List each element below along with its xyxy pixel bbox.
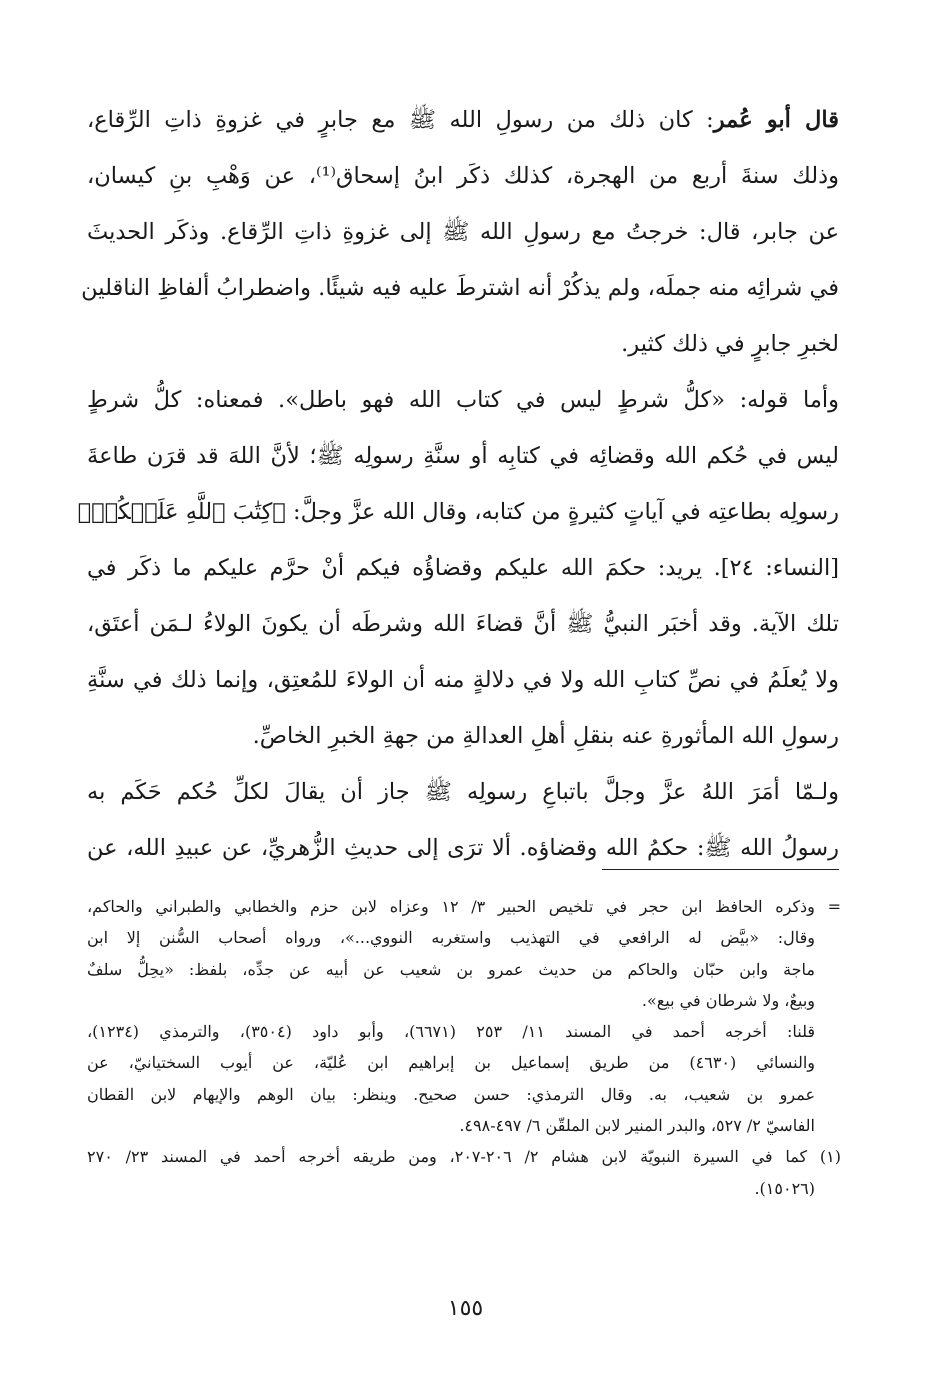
main-line: في شرائِه منه جملَه، ولم يذكُرْ أنه اشترطَ عليه فيه شيئًا. واضطرابُ ألفاظِ الناقلين	[81, 275, 839, 301]
footnote-line: (١٥٠٢٦).	[754, 1178, 815, 1198]
footnotes-block	[87, 891, 841, 1204]
main-line: رسولُ الله ﷺ: حكمُ الله وقضاؤه. ألا ترَى إلى حديثِ الزُّهريِّ، عن عبيدِ الله، عن	[87, 835, 839, 861]
footnote-line: (١) كما في السيرة النبويّة لابن هشام ٢/ ٢٠٦-٢٠٧، ومن طريقه أخرجه أحمد في المسند ٢٣/ ٢٧٠	[87, 1147, 841, 1167]
main-line: رسولِه بطاعتِه في آياتٍ كثيرةٍ من كتابه، وقال الله عزَّ وجلَّ: ﴿كِتَٰبَ ٱللَّهِ عَلَيۡكُمۡ﴾	[77, 499, 839, 525]
footnote-line: وقال: «بيَّض له الرافعي في التهذيب واستغربه النووي...»، ورواه أصحاب السُّنن إلا ابن	[87, 928, 815, 948]
main-line: وأما قوله: «كلُّ شرطٍ ليس في كتاب الله فهو باطل». فمعناه: كلُّ شرطٍ	[87, 387, 839, 413]
footnote-line: وبيعٌ، ولا شرطان في بيع».	[641, 990, 815, 1010]
footnote-line: الفاسيّ ٢/ ٥٢٧، والبدر المنير لابن الملقّن ٦/ ٤٩٧-٤٩٨.	[459, 1116, 815, 1136]
footnote-line: = وذكره الحافظ ابن حجر في تلخيص الحبير ٣/ ١٢ وعزاه لابن حزم والخطابي والطبراني والحاكم،	[87, 897, 842, 916]
footnote-separator	[602, 869, 839, 870]
page-number: ١٥٥	[447, 1296, 484, 1321]
footnote-line: ماجة وابن حبّان والحاكم من حديث عمرو بن شعيب عن أبيه عن جدِّه، بلفظ: «يحِلُّ سلفٌ	[87, 959, 816, 979]
main-line: وذلك سنةَ أربع من الهجرة، كذلك ذكَر ابنُ إسحاق⁽¹⁾، عن وَهْبِ بنِ كيسان،	[87, 163, 839, 189]
main-line: عن جابر، قال: خرجتُ مع رسولِ الله ﷺ إلى غزوةِ ذاتِ الرِّقاع. وذكَر الحديثَ	[87, 219, 839, 245]
main-line: تلك الآية. وقد أخبَر النبيُّ ﷺ أنَّ قضاءَ الله وشرطَه أن يكونَ الولاءُ لـمَن أعتَق،	[87, 611, 839, 637]
main-line	[87, 92, 839, 148]
main-line: رسولِ الله المأثورةِ عنه بنقلِ أهلِ العدالةِ من جهةِ الخبرِ الخاصِّ.	[252, 723, 839, 749]
main-line: ولـمّا أمَرَ اللهُ عزَّ وجلَّ باتباعِ رسولِه ﷺ جاز أن يقالَ لكلِّ حُكم حَكَم به	[87, 779, 839, 805]
main-line: لخبرِ جابرٍ في ذلك كثير.	[621, 331, 839, 357]
main-line: [النساء: ٢٤]. يريد: حكمَ الله عليكم وقضاؤُه فيكم أنْ حرَّم عليكم ما ذكَر في	[87, 555, 839, 581]
footnote-line: قلنا: أخرجه أحمد في المسند ١١/ ٢٥٣ (٦٦٧١)، وأبو داود (٣٥٠٤)، والترمذي (١٢٣٤)،	[87, 1022, 816, 1042]
footnote-line: والنسائي (٤٦٣٠) من طريق إسماعيل بن إبراهيم ابن عُليّة، عن أيوب السختيانيّ، عن	[87, 1053, 816, 1073]
main-line: ليس في حُكم الله وقضائِه في كتابِه أو سنَّةِ رسولِه ﷺ؛ لأنَّ اللهَ قد قرَن طاعةَ	[87, 443, 839, 469]
main-line-text: : كان ذلك من رسولِ الله ﷺ مع جابرٍ في غزوةِ ذاتِ الرِّقاع،	[87, 107, 714, 133]
main-text-block	[77, 92, 839, 876]
speaker-name: قال أبو عُمر	[713, 107, 839, 133]
footnote-line: عمرو بن شعيب، به. وقال الترمذي: حسن صحيح. وينظر: بيان الوهم والإيهام لابن القطان	[87, 1084, 815, 1104]
main-line: ولا يُعلَمُ في نصِّ كتابِ الله ولا في دلالةٍ منه أن الولاءَ للمُعتِق، وإنما ذلك في سنَّةِ	[87, 667, 839, 693]
